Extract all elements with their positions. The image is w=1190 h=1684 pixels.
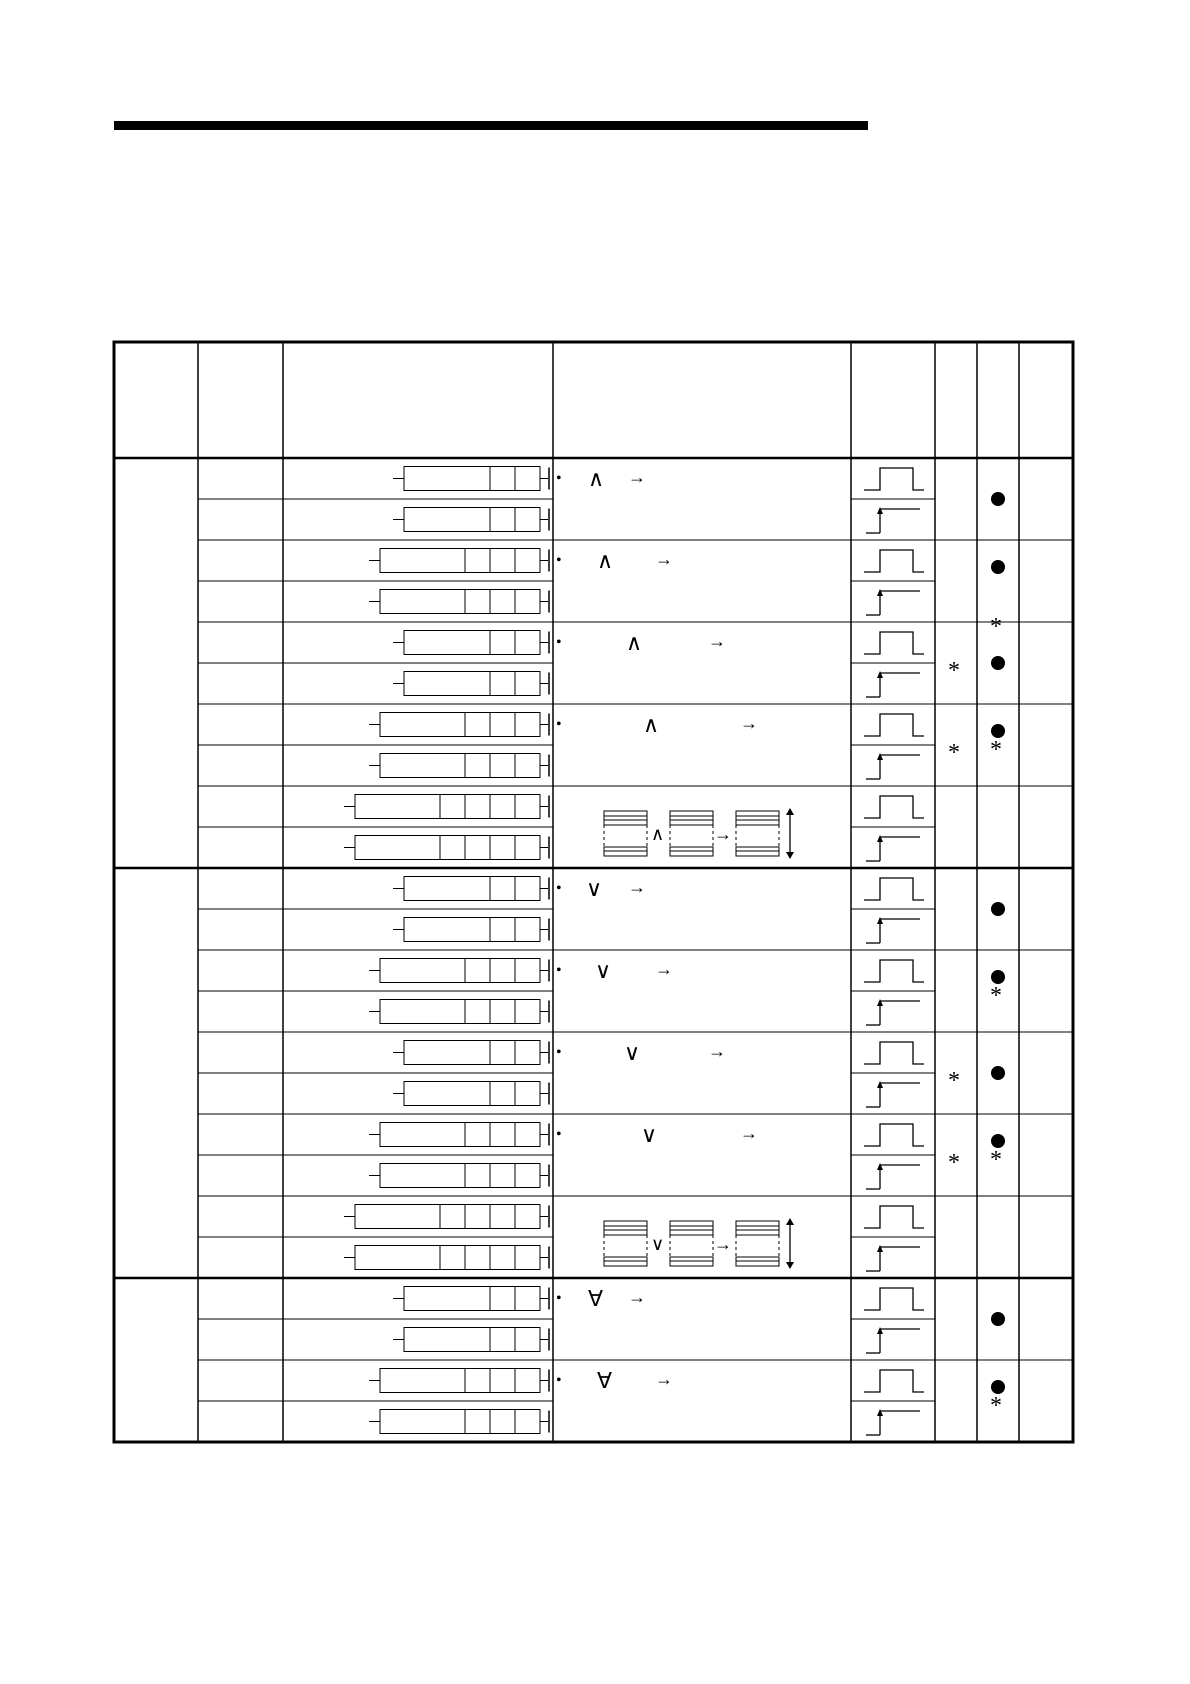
arrow-symbol: → — [628, 877, 646, 897]
exec-condition — [864, 1206, 924, 1228]
rising-edge-arrow — [877, 1081, 883, 1088]
ladder-box — [380, 1000, 540, 1024]
ladder-symbol — [369, 959, 549, 983]
rising-edge-arrow — [877, 507, 883, 514]
pulse-waveform — [864, 1124, 924, 1146]
ladder-box — [380, 1123, 540, 1147]
exec-condition — [866, 589, 920, 615]
rising-edge-arrow — [877, 1409, 883, 1416]
ladder-symbol — [344, 1246, 549, 1270]
exec-condition — [864, 1288, 924, 1310]
rising-edge-arrow — [877, 917, 883, 924]
arrow-symbol: → — [740, 1123, 758, 1143]
arrow-symbol: → — [708, 631, 726, 651]
operator-symbol: ∨ — [651, 1234, 665, 1254]
ladder-symbol — [393, 631, 549, 655]
ladder-box — [404, 1328, 540, 1352]
ladder-box — [380, 1164, 540, 1188]
ladder-box — [404, 918, 540, 942]
ladder-box — [380, 549, 540, 573]
ladder-box — [404, 1082, 540, 1106]
ladder-box — [380, 1369, 540, 1393]
exec-condition — [864, 960, 924, 982]
exec-condition — [866, 507, 920, 533]
ladder-box — [380, 754, 540, 778]
rising-edge-arrow — [877, 1327, 883, 1334]
operator-symbol: ∨ — [595, 958, 612, 983]
bullet: • — [556, 1044, 562, 1061]
ladder-symbol — [369, 1123, 549, 1147]
operator-symbol: ∀ — [597, 1368, 613, 1393]
bullet: • — [556, 716, 562, 733]
operator-symbol: ∨ — [586, 876, 603, 901]
ladder-box — [380, 1410, 540, 1434]
block-top — [604, 1221, 647, 1235]
rising-edge-arrow — [877, 999, 883, 1006]
ladder-box — [404, 631, 540, 655]
arrow-symbol: → — [740, 713, 758, 733]
exec-condition — [864, 796, 924, 818]
bullet: • — [556, 470, 562, 487]
ladder-symbol — [369, 754, 549, 778]
operator-symbol: ∀ — [588, 1286, 604, 1311]
bullet: • — [556, 1290, 562, 1307]
ladder-box — [404, 672, 540, 696]
pulse-waveform — [864, 1288, 924, 1310]
block-device — [736, 811, 779, 856]
pulse-waveform — [864, 1370, 924, 1392]
ladder-symbol — [369, 549, 549, 573]
subset-dot — [991, 1380, 1005, 1394]
processing-description — [556, 1040, 726, 1065]
pulse-waveform — [864, 550, 924, 572]
processing-description — [556, 958, 673, 983]
processing-description — [556, 466, 646, 491]
length-arrow-head — [786, 1218, 794, 1225]
ladder-symbol — [344, 795, 549, 819]
rising-edge-arrow — [877, 753, 883, 760]
processing-description — [604, 1218, 794, 1269]
exec-condition — [864, 1370, 924, 1392]
ladder-box — [404, 1041, 540, 1065]
operator-symbol: ∨ — [624, 1040, 641, 1065]
ladder-symbol — [344, 836, 549, 860]
rising-edge-arrow — [877, 671, 883, 678]
ladder-symbol — [393, 1287, 549, 1311]
block-top — [670, 1221, 713, 1235]
subset-dot — [991, 656, 1005, 670]
subset-dot — [991, 560, 1005, 574]
ladder-box — [355, 1205, 540, 1229]
operator-symbol: ∧ — [597, 548, 614, 573]
exec-condition — [866, 1245, 920, 1271]
ladder-symbol — [393, 877, 549, 901]
exec-condition — [864, 714, 924, 736]
arrow-symbol: → — [628, 467, 646, 487]
bullet: • — [556, 880, 562, 897]
block-top — [736, 811, 779, 825]
ladder-symbol — [393, 918, 549, 942]
ladder-box — [404, 1287, 540, 1311]
exec-condition — [866, 1081, 920, 1107]
pulse-waveform — [864, 1206, 924, 1228]
arrow-symbol: → — [628, 1287, 646, 1307]
ladder-box — [355, 836, 540, 860]
exec-condition — [866, 671, 920, 697]
rising-edge-arrow — [877, 835, 883, 842]
subset-dot — [991, 902, 1005, 916]
exec-condition — [866, 999, 920, 1025]
ladder-box — [355, 1246, 540, 1270]
pulse-waveform — [864, 468, 924, 490]
ladder-box — [404, 467, 540, 491]
block-device — [604, 811, 647, 856]
ladder-symbol — [369, 1410, 549, 1434]
processing-description — [604, 808, 794, 859]
exec-condition — [864, 632, 924, 654]
exec-condition — [864, 1042, 924, 1064]
ladder-symbol — [369, 1000, 549, 1024]
ladder-box — [404, 508, 540, 532]
exec-condition — [864, 878, 924, 900]
arrow-symbol: → — [655, 1369, 673, 1389]
bullet: • — [556, 552, 562, 569]
operator-symbol: ∧ — [651, 824, 665, 844]
block-device — [670, 1221, 713, 1266]
steps-asterisk: * — [948, 1068, 960, 1094]
exec-condition — [864, 550, 924, 572]
exec-condition — [866, 917, 920, 943]
bullet: • — [556, 962, 562, 979]
arrow-symbol: → — [655, 959, 673, 979]
pulse-waveform — [864, 960, 924, 982]
pulse-waveform — [864, 632, 924, 654]
ladder-box — [404, 877, 540, 901]
pulse-waveform — [864, 796, 924, 818]
rising-edge-arrow — [877, 1245, 883, 1252]
pulse-waveform — [864, 1042, 924, 1064]
block-device — [670, 811, 713, 856]
rising-edge-arrow — [877, 589, 883, 596]
exec-condition — [866, 1327, 920, 1353]
processing-description — [556, 1368, 673, 1393]
ladder-box — [380, 713, 540, 737]
subset-asterisk: * — [990, 737, 1002, 763]
arrow-symbol: → — [714, 1234, 732, 1254]
rising-edge-arrow — [877, 1163, 883, 1170]
processing-description — [556, 712, 758, 737]
arrow-symbol: → — [708, 1041, 726, 1061]
arrow-symbol: → — [655, 549, 673, 569]
ladder-box — [380, 590, 540, 614]
subset-dot — [991, 1312, 1005, 1326]
ladder-symbol — [393, 508, 549, 532]
subset-dot — [991, 724, 1005, 738]
ladder-symbol — [369, 713, 549, 737]
bullet: • — [556, 1126, 562, 1143]
block-top — [736, 1221, 779, 1235]
processing-description — [556, 548, 673, 573]
exec-condition — [864, 1124, 924, 1146]
bullet: • — [556, 1372, 562, 1389]
ladder-symbol — [369, 1369, 549, 1393]
subset-dot — [991, 492, 1005, 506]
block-device — [736, 1221, 779, 1266]
processing-descriptions — [556, 466, 794, 1393]
operator-symbol: ∨ — [641, 1122, 658, 1147]
subset-dot — [991, 1134, 1005, 1148]
subset-dot — [991, 970, 1005, 984]
execution-conditions — [864, 468, 924, 1435]
block-top — [604, 811, 647, 825]
steps-asterisk: * — [948, 1150, 960, 1176]
exec-condition — [866, 835, 920, 861]
operator-symbol: ∧ — [626, 630, 643, 655]
steps-asterisk: * — [948, 658, 960, 684]
block-device — [604, 1221, 647, 1266]
subset-asterisk: * — [990, 614, 1002, 640]
length-arrow-head — [786, 808, 794, 815]
ladder-symbol — [369, 1164, 549, 1188]
operator-symbol: ∧ — [588, 466, 605, 491]
processing-description — [556, 876, 646, 901]
exec-condition — [866, 1163, 920, 1189]
processing-description — [556, 630, 726, 655]
exec-condition — [866, 1409, 920, 1435]
ladder-symbol — [393, 1328, 549, 1352]
length-arrow-head — [786, 852, 794, 859]
processing-description — [556, 1122, 758, 1147]
ladder-symbol — [393, 1041, 549, 1065]
processing-description — [556, 1286, 646, 1311]
ladder-symbol — [369, 590, 549, 614]
pulse-waveform — [864, 878, 924, 900]
subset-asterisk: * — [990, 1147, 1002, 1173]
arrow-symbol: → — [714, 824, 732, 844]
operator-symbol: ∧ — [643, 712, 660, 737]
exec-condition — [866, 753, 920, 779]
block-top — [670, 811, 713, 825]
exec-condition — [864, 468, 924, 490]
bullet: • — [556, 634, 562, 651]
ladder-symbol — [344, 1205, 549, 1229]
pulse-waveform — [864, 714, 924, 736]
ladder-symbol — [393, 672, 549, 696]
length-arrow-head — [786, 1262, 794, 1269]
subset-asterisk: * — [990, 983, 1002, 1009]
ladder-symbol — [393, 1082, 549, 1106]
ladder-box — [355, 795, 540, 819]
ladder-box — [380, 959, 540, 983]
subset-dot — [991, 1066, 1005, 1080]
subset-asterisk: * — [990, 1393, 1002, 1419]
ladder-symbol — [393, 467, 549, 491]
steps-asterisk: * — [948, 740, 960, 766]
